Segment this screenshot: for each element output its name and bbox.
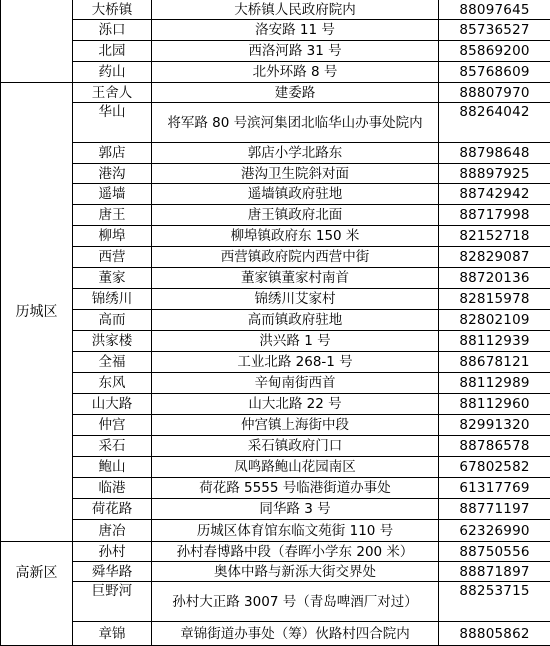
table-row bbox=[1, 41, 550, 62]
table-row bbox=[1, 268, 550, 289]
district-cell-licheng: 历城区 bbox=[1, 83, 73, 542]
address-cell: 西洛河路 31 号 bbox=[152, 41, 439, 62]
address-cell: 山大北路 22 号 bbox=[152, 394, 439, 415]
phone-cell: 88771197 bbox=[439, 499, 550, 520]
address-cell: 唐王镇政府北面 bbox=[152, 205, 439, 226]
phone-cell: 85736527 bbox=[439, 20, 550, 41]
table-row bbox=[1, 20, 550, 41]
place-cell: 西营 bbox=[73, 247, 152, 268]
address-cell: 章锦街道办事处（筹）伙路村四合院内 bbox=[152, 622, 439, 646]
address-cell: 工业北路 268-1 号 bbox=[152, 352, 439, 373]
table-row bbox=[1, 562, 550, 582]
address-cell: 大桥镇人民政府院内 bbox=[152, 0, 439, 20]
place-cell: 唐冶 bbox=[73, 520, 152, 542]
address-cell: 建委路 bbox=[152, 83, 439, 103]
place-cell: 药山 bbox=[73, 62, 152, 83]
table-row bbox=[1, 184, 550, 205]
phone-cell: 88678121 bbox=[439, 352, 550, 373]
address-cell: 锦绣川艾家村 bbox=[152, 289, 439, 310]
phone-cell: 85869200 bbox=[439, 41, 550, 62]
address-cell: 奥体中路与新泺大街交界处 bbox=[152, 562, 439, 582]
district-cell bbox=[1, 0, 73, 83]
table-row bbox=[1, 436, 550, 457]
phone-cell: 88112960 bbox=[439, 394, 550, 415]
table-row bbox=[1, 62, 550, 83]
address-cell: 同华路 3 号 bbox=[152, 499, 439, 520]
phone-cell: 88871897 bbox=[439, 562, 550, 582]
address-cell: 港沟卫生院斜对面 bbox=[152, 164, 439, 184]
place-cell: 遥墙 bbox=[73, 184, 152, 205]
address-cell: 北外环路 8 号 bbox=[152, 62, 439, 83]
phone-cell: 88742942 bbox=[439, 184, 550, 205]
address-cell: 凤鸣路鲍山花园南区 bbox=[152, 457, 439, 478]
address-cell: 孙村春博路中段（春晖小学东 200 米） bbox=[152, 542, 439, 562]
phone-cell: 82991320 bbox=[439, 415, 550, 436]
place-cell: 郭店 bbox=[73, 143, 152, 164]
table-row bbox=[1, 622, 550, 646]
address-cell: 仲宫镇上海街中段 bbox=[152, 415, 439, 436]
address-cell: 孙村大正路 3007 号（青岛啤酒厂对过） bbox=[152, 582, 439, 622]
place-cell: 泺口 bbox=[73, 20, 152, 41]
phone-cell: 88112939 bbox=[439, 331, 550, 352]
phone-cell: 82829087 bbox=[439, 247, 550, 268]
phone-cell: 88897925 bbox=[439, 164, 550, 184]
place-cell: 临港 bbox=[73, 478, 152, 499]
address-cell: 遥墙镇政府驻地 bbox=[152, 184, 439, 205]
place-cell: 章锦 bbox=[73, 622, 152, 646]
place-cell: 北园 bbox=[73, 41, 152, 62]
place-cell: 仲宫 bbox=[73, 415, 152, 436]
phone-cell: 88112989 bbox=[439, 373, 550, 394]
table-row bbox=[1, 310, 550, 331]
table-row bbox=[1, 478, 550, 499]
address-cell: 董家镇董家村南首 bbox=[152, 268, 439, 289]
table-row bbox=[1, 457, 550, 478]
place-cell: 港沟 bbox=[73, 164, 152, 184]
place-cell: 锦绣川 bbox=[73, 289, 152, 310]
place-cell: 孙村 bbox=[73, 542, 152, 562]
phone-cell: 88750556 bbox=[439, 542, 550, 562]
phone-cell: 88807970 bbox=[439, 83, 550, 103]
table-row bbox=[1, 373, 550, 394]
place-cell: 山大路 bbox=[73, 394, 152, 415]
place-cell: 唐王 bbox=[73, 205, 152, 226]
phone-cell: 88717998 bbox=[439, 205, 550, 226]
address-cell: 荷花路 5555 号临港街道办事处 bbox=[152, 478, 439, 499]
phone-cell: 88253715 bbox=[439, 582, 550, 622]
phone-cell: 88798648 bbox=[439, 143, 550, 164]
table-row bbox=[1, 499, 550, 520]
phone-cell: 88805862 bbox=[439, 622, 550, 646]
address-cell: 辛甸南街西首 bbox=[152, 373, 439, 394]
place-cell: 柳埠 bbox=[73, 226, 152, 247]
table-row bbox=[1, 247, 550, 268]
address-cell: 将军路 80 号滨河集团北临华山办事处院内 bbox=[152, 103, 439, 143]
table-row bbox=[1, 143, 550, 164]
address-cell: 采石镇政府门口 bbox=[152, 436, 439, 457]
place-cell: 鲍山 bbox=[73, 457, 152, 478]
place-cell: 东风 bbox=[73, 373, 152, 394]
phone-cell: 61317769 bbox=[439, 478, 550, 499]
address-cell: 洪兴路 1 号 bbox=[152, 331, 439, 352]
place-cell: 巨野河 bbox=[73, 582, 152, 622]
phone-cell: 82815978 bbox=[439, 289, 550, 310]
phone-cell: 62326990 bbox=[439, 520, 550, 542]
place-cell: 舜华路 bbox=[73, 562, 152, 582]
table-row bbox=[1, 0, 550, 20]
table-row bbox=[1, 164, 550, 184]
place-cell: 大桥镇 bbox=[73, 0, 152, 20]
place-cell: 全福 bbox=[73, 352, 152, 373]
table-row bbox=[1, 205, 550, 226]
table-row bbox=[1, 520, 550, 542]
phone-cell: 67802582 bbox=[439, 457, 550, 478]
phone-cell: 82152718 bbox=[439, 226, 550, 247]
table-row bbox=[1, 226, 550, 247]
table-row bbox=[1, 582, 550, 622]
address-cell: 高而镇政府驻地 bbox=[152, 310, 439, 331]
address-cell: 柳埠镇政府东 150 米 bbox=[152, 226, 439, 247]
table-row bbox=[1, 415, 550, 436]
phone-cell: 88097645 bbox=[439, 0, 550, 20]
phone-cell: 88720136 bbox=[439, 268, 550, 289]
table-row bbox=[1, 103, 550, 143]
place-cell: 华山 bbox=[73, 103, 152, 143]
address-cell: 洛安路 11 号 bbox=[152, 20, 439, 41]
table-row bbox=[1, 542, 550, 562]
table-row bbox=[1, 352, 550, 373]
address-cell: 历城区体育馆东临文苑街 110 号 bbox=[152, 520, 439, 542]
place-cell: 高而 bbox=[73, 310, 152, 331]
table-row bbox=[1, 289, 550, 310]
place-cell: 荷花路 bbox=[73, 499, 152, 520]
phone-cell: 88786578 bbox=[439, 436, 550, 457]
table-row bbox=[1, 331, 550, 352]
table-row bbox=[1, 83, 550, 103]
place-cell: 王舍人 bbox=[73, 83, 152, 103]
address-cell: 西营镇政府院内西营中街 bbox=[152, 247, 439, 268]
place-cell: 董家 bbox=[73, 268, 152, 289]
address-cell: 郭店小学北路东 bbox=[152, 143, 439, 164]
place-cell: 洪家楼 bbox=[73, 331, 152, 352]
district-cell-gaoxin: 高新区 bbox=[1, 542, 73, 646]
phone-cell: 85768609 bbox=[439, 62, 550, 83]
place-cell: 采石 bbox=[73, 436, 152, 457]
phone-cell: 82802109 bbox=[439, 310, 550, 331]
table-row bbox=[1, 394, 550, 415]
phone-cell: 88264042 bbox=[439, 103, 550, 143]
